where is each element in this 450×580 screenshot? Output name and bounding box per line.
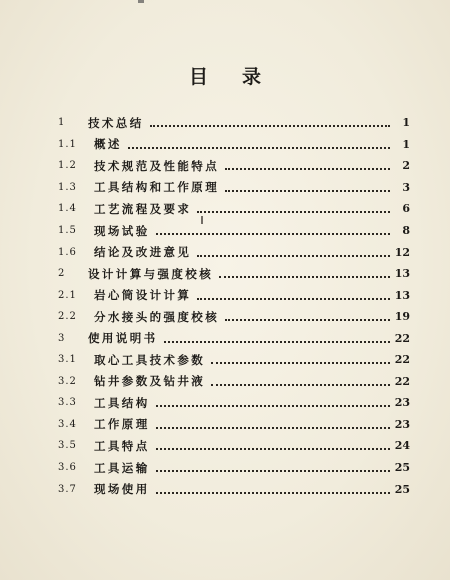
toc-entry-page: 13 xyxy=(394,267,410,281)
toc-entry-number: 3.7 xyxy=(58,483,77,495)
toc-entry-number: 3 xyxy=(58,332,66,344)
dot-leader xyxy=(197,210,390,213)
toc-entry xyxy=(58,392,410,414)
toc-entry-title: 技术规范及性能特点 xyxy=(94,158,220,173)
toc-entry-number: 3.4 xyxy=(58,418,77,430)
dot-leader xyxy=(197,297,390,300)
dot-leader xyxy=(225,167,390,170)
toc-entry-page: 22 xyxy=(394,353,410,367)
toc-entry-number: 1.4 xyxy=(58,203,77,215)
toc-entry-number: 1.3 xyxy=(58,181,77,193)
dot-leader xyxy=(225,318,390,321)
toc-entry-number: 2.1 xyxy=(58,289,77,301)
toc-entry-page: 13 xyxy=(394,288,410,302)
toc-entry-number: 2.2 xyxy=(58,311,77,323)
toc-entry-title: 技术总结 xyxy=(88,115,144,130)
toc-entry-number: 3.6 xyxy=(58,462,77,474)
dot-leader xyxy=(156,426,390,429)
toc-entry-title: 现场使用 xyxy=(94,482,150,497)
toc-entry-page: 3 xyxy=(402,180,410,194)
toc-entry-title: 岩心筒设计计算 xyxy=(94,288,192,303)
dot-leader xyxy=(211,383,390,386)
toc-entry-page: 24 xyxy=(394,439,410,453)
toc-entry xyxy=(58,457,410,479)
toc-entry xyxy=(58,478,410,500)
dot-leader xyxy=(156,232,390,235)
toc-entry-title: 取心工具技术参数 xyxy=(94,352,206,367)
toc-entry xyxy=(58,112,410,134)
toc-entry-number: 2 xyxy=(58,268,66,280)
dot-leader xyxy=(211,361,390,364)
toc-entry xyxy=(58,263,410,285)
table-of-contents xyxy=(58,112,410,500)
toc-entry xyxy=(58,134,410,156)
toc-entry-page: 2 xyxy=(402,159,410,173)
toc-entry-title: 钻井参数及钻井液 xyxy=(94,374,206,389)
dot-leader xyxy=(219,275,390,278)
toc-entry xyxy=(58,177,410,199)
toc-entry xyxy=(58,306,410,328)
toc-entry-page: 25 xyxy=(394,482,410,496)
toc-entry-number: 3.1 xyxy=(58,354,77,366)
toc-heading: 目录 xyxy=(188,66,295,88)
toc-entry-title: 工作原理 xyxy=(94,417,150,432)
toc-entry-page: 22 xyxy=(394,331,410,345)
toc-entry-page: 8 xyxy=(402,224,410,237)
dot-leader xyxy=(156,404,390,407)
toc-entry xyxy=(58,414,410,436)
toc-entry-number: 1 xyxy=(58,117,66,129)
dot-leader xyxy=(128,146,390,149)
toc-entry-number: 1.5 xyxy=(58,225,77,236)
dot-leader xyxy=(225,189,390,192)
dot-leader xyxy=(197,254,390,257)
toc-entry-title: 使用说明书 xyxy=(88,331,158,346)
toc-entry xyxy=(58,220,410,242)
toc-entry-page: 25 xyxy=(394,461,410,475)
toc-entry xyxy=(58,284,410,306)
toc-entry-title: 工具运输 xyxy=(94,460,150,475)
dot-leader xyxy=(156,469,390,472)
toc-entry-title: 工具结构和工作原理 xyxy=(94,180,220,195)
toc-entry xyxy=(58,241,410,263)
dot-leader xyxy=(164,340,391,343)
toc-entry-title: 工艺流程及要求 xyxy=(94,201,192,216)
scan-mark xyxy=(138,0,144,3)
toc-entry-title: 工具特点 xyxy=(94,438,150,453)
toc-entry xyxy=(58,371,410,393)
ink-mark xyxy=(201,216,203,224)
dot-leader xyxy=(156,491,390,494)
toc-entry-title: 分水接头的强度校核 xyxy=(94,309,220,324)
toc-entry-page: 22 xyxy=(394,374,410,388)
toc-entry-number: 3.5 xyxy=(58,440,77,452)
toc-entry-title: 工具结构 xyxy=(94,395,150,410)
dot-leader xyxy=(150,124,390,127)
toc-entry-title: 现场试验 xyxy=(94,223,150,238)
toc-entry-number: 1.6 xyxy=(58,246,77,258)
dot-leader xyxy=(156,447,390,450)
toc-entry-page: 6 xyxy=(402,202,410,216)
toc-entry xyxy=(58,198,410,220)
toc-entry-page: 23 xyxy=(394,417,410,431)
toc-entry-number: 3.3 xyxy=(58,397,77,409)
toc-entry-page: 12 xyxy=(394,245,410,259)
toc-entry xyxy=(58,155,410,177)
toc-entry-number: 1.2 xyxy=(58,160,77,172)
toc-entry-title: 结论及改进意见 xyxy=(94,245,192,260)
toc-entry-page: 1 xyxy=(402,137,410,151)
toc-entry-page: 23 xyxy=(394,396,410,410)
toc-entry-title: 概述 xyxy=(94,137,122,152)
toc-entry-number: 1.1 xyxy=(58,138,77,150)
toc-entry-page: 19 xyxy=(394,310,410,324)
toc-entry-title: 设计计算与强度校核 xyxy=(88,266,214,281)
toc-entry xyxy=(58,435,410,457)
toc-entry-number: 3.2 xyxy=(58,375,77,387)
toc-entry-page: 1 xyxy=(402,116,410,130)
toc-entry xyxy=(58,349,410,371)
toc-entry xyxy=(58,327,410,349)
